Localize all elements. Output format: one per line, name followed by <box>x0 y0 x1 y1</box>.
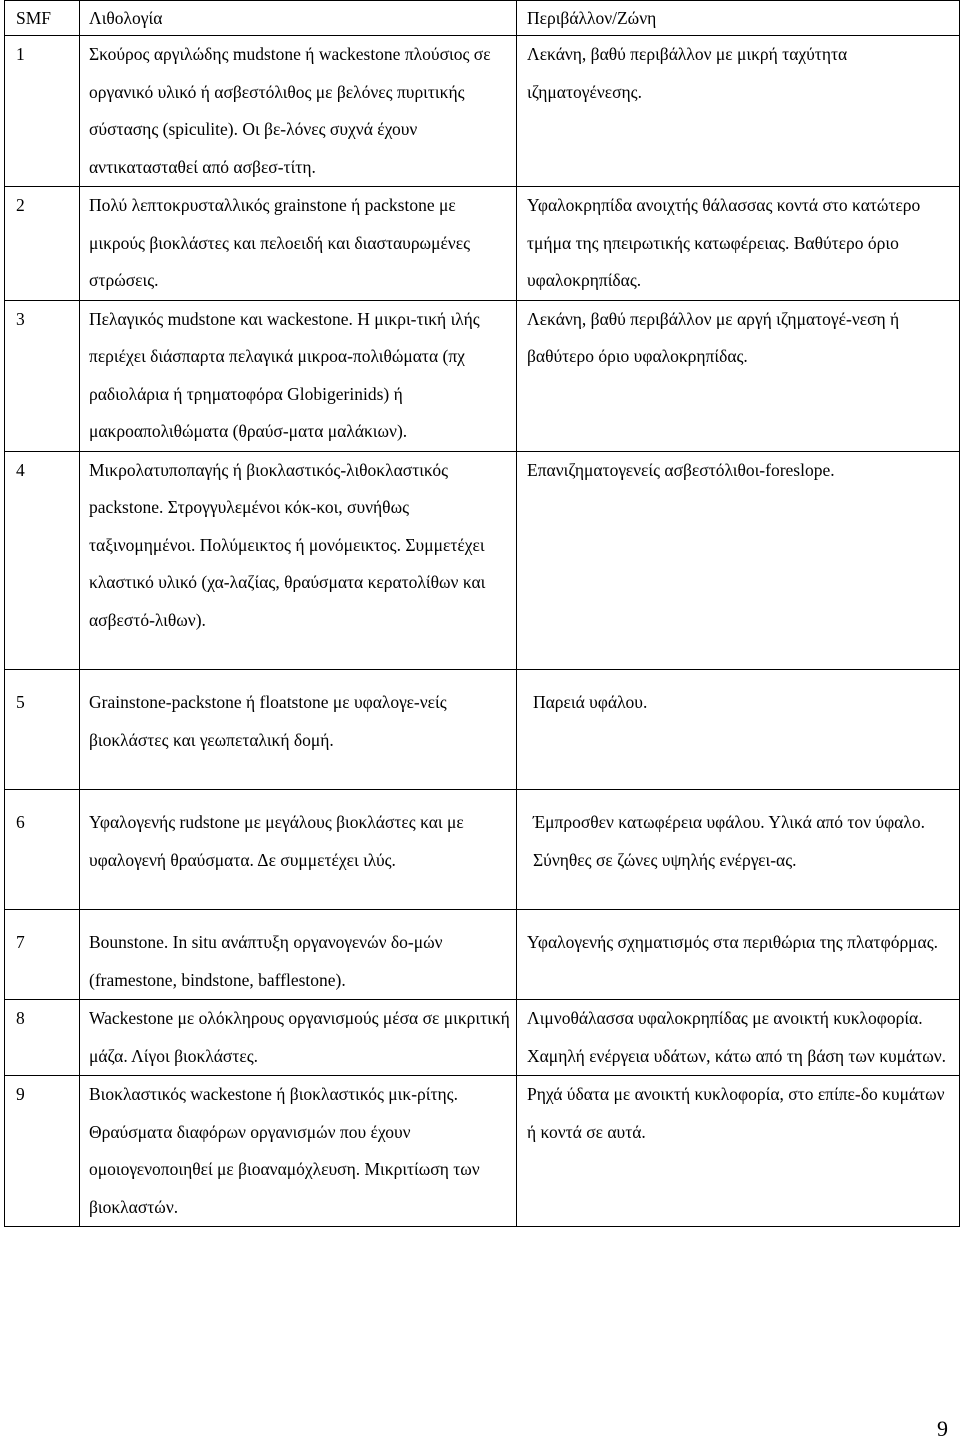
lithology-cell: Bounstone. In situ ανάπτυξη οργανογενών δο-μών (framestone, bindstone, bafflestone). <box>80 910 517 1000</box>
smf-number: 4 <box>5 451 80 670</box>
environment-cell: Λεκάνη, βαθύ περιβάλλον με μικρή ταχύτητα ιζηματογένεσης. <box>517 36 960 187</box>
environment-cell: Έμπροσθεν κατωφέρεια υφάλου. Υλικά από τον ύφαλο. Σύνηθες σε ζώνες υψηλής ενέργει-ας. <box>517 790 960 910</box>
table-row <box>5 36 960 187</box>
smf-table <box>4 0 960 1227</box>
lithology-cell: Grainstone-packstone ή floatstone με υφαλογε-νείς βιοκλάστες και γεωπεταλική δομή. <box>80 670 517 790</box>
table-row <box>5 670 960 790</box>
smf-number: 3 <box>5 300 80 451</box>
environment-cell: Παρειά υφάλου. <box>517 670 960 790</box>
lithology-cell: Πελαγικός mudstone και wackestone. Η μικρι-τική ιλής περιέχει διάσπαρτα πελαγικά μικροα-πολιθώματα (πχ ραδιολάρια ή τρηματοφόρα Globigerinids) ή μακροαπολιθώματα (θραύσ-ματα μαλάκιων). <box>80 300 517 451</box>
lithology-cell: Μικρολατυποπαγής ή βιοκλαστικός-λιθοκλαστικός packstone. Στρογγυλεμένοι κόκ-κοι, συνήθως ταξινομημένοι. Πολύμεικτος ή μονόμεικτος. Συμμετέχει κλαστικό υλικό (χα-λαζίας, θραύσματα κερατολίθων και ασβεστό-λιθων). <box>80 451 517 670</box>
environment-cell: Υφαλογενής σχηματισμός στα περιθώρια της πλατφόρμας. <box>517 910 960 1000</box>
table-row <box>5 1000 960 1076</box>
environment-cell: Υφαλοκρηπίδα ανοιχτής θάλασσας κοντά στο κατώτερο τμήμα της ηπειρωτικής κατωφέρειας. Βαθύτερο όριο υφαλοκρηπίδας. <box>517 187 960 301</box>
header-environment: Περιβάλλον/Ζώνη <box>517 1 960 36</box>
table-row <box>5 451 960 670</box>
smf-number: 8 <box>5 1000 80 1076</box>
environment-cell: Λιμνοθάλασσα υφαλοκρηπίδας με ανοικτή κυκλοφορία. Χαμηλή ενέργεια υδάτων, κάτω από τη βάση των κυμάτων. <box>517 1000 960 1076</box>
header-lithology: Λιθολογία <box>80 1 517 36</box>
header-row <box>5 1 960 36</box>
header-smf: SMF <box>5 1 80 36</box>
table-row <box>5 187 960 301</box>
lithology-cell: Wackestone με ολόκληρους οργανισμούς μέσα σε μικριτική μάζα. Λίγοι βιοκλάστες. <box>80 1000 517 1076</box>
smf-number: 2 <box>5 187 80 301</box>
smf-number: 5 <box>5 670 80 790</box>
environment-cell: Ρηχά ύδατα με ανοικτή κυκλοφορία, στο επίπε-δο κυμάτων ή κοντά σε αυτά. <box>517 1076 960 1227</box>
table-row <box>5 910 960 1000</box>
page-number: 9 <box>937 1416 948 1441</box>
table-row <box>5 790 960 910</box>
environment-cell: Επανιζηματογενείς ασβεστόλιθοι-foreslope. <box>517 451 960 670</box>
smf-number: 6 <box>5 790 80 910</box>
table-row <box>5 300 960 451</box>
table-row <box>5 1076 960 1227</box>
lithology-cell: Βιοκλαστικός wackestone ή βιοκλαστικός μικ-ρίτης. Θραύσματα διαφόρων οργανισμών που έχουν ομοιογενοποιηθεί με βιοαναμόχλευση. Μικριτίωση των βιοκλαστών. <box>80 1076 517 1227</box>
lithology-cell: Υφαλογενής rudstone με μεγάλους βιοκλάστες και με υφαλογενή θραύσματα. Δε συμμετέχει ιλύς. <box>80 790 517 910</box>
smf-number: 1 <box>5 36 80 187</box>
lithology-cell: Πολύ λεπτοκρυσταλλικός grainstone ή packstone με μικρούς βιοκλάστες και πελοειδή και διασταυρωμένες στρώσεις. <box>80 187 517 301</box>
smf-number: 7 <box>5 910 80 1000</box>
smf-number: 9 <box>5 1076 80 1227</box>
lithology-cell: Σκούρος αργιλώδης mudstone ή wackestone πλούσιος σε οργανικό υλικό ή ασβεστόλιθος με βελόνες πυριτικής σύστασης (spiculite). Οι βε-λόνες συχνά έχουν αντικατασταθεί από ασβεσ-τίτη. <box>80 36 517 187</box>
environment-cell: Λεκάνη, βαθύ περιβάλλον με αργή ιζηματογέ-νεση ή βαθύτερο όριο υφαλοκρηπίδας. <box>517 300 960 451</box>
